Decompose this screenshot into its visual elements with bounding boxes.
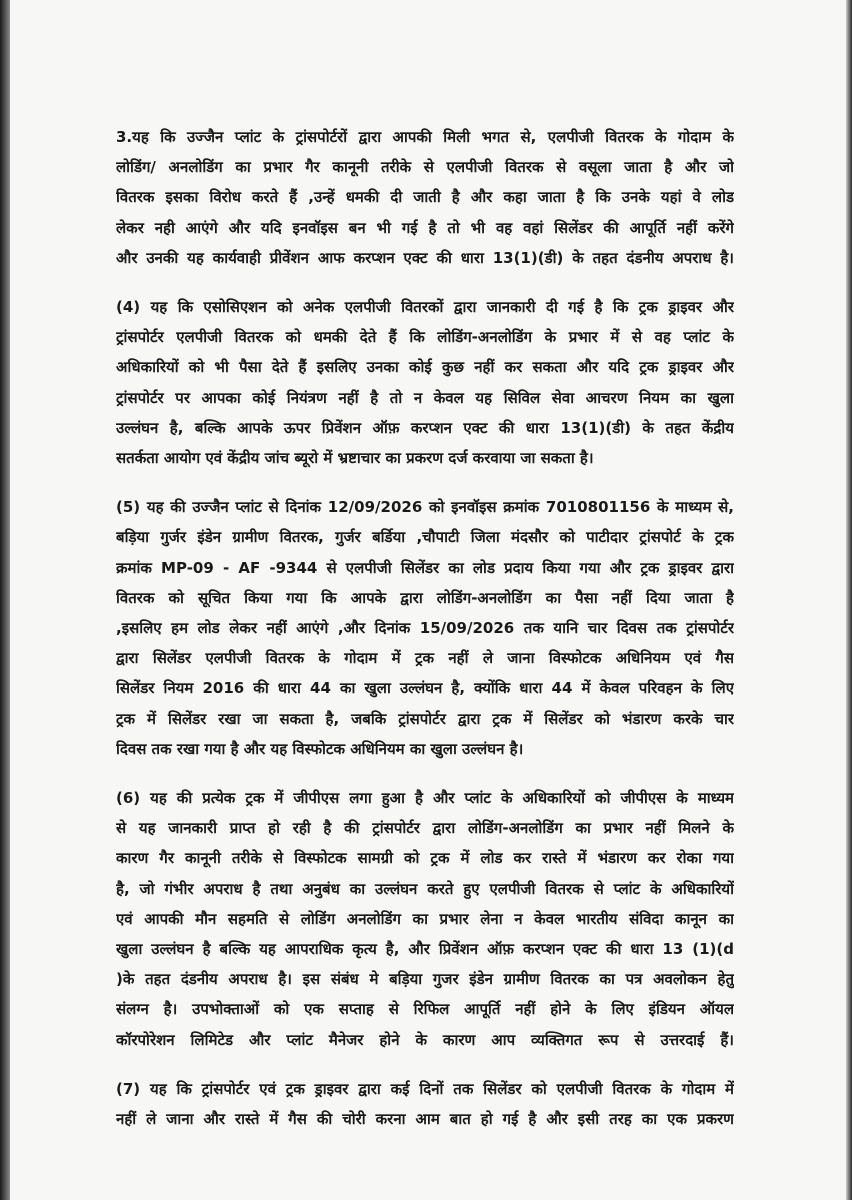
paragraph-line: ट्रक में सिलेंडर रखा जा सकता है, जबकि ट्रांसपोर्टर द्वारा ट्रक में सिलेंडर को भंडारण करके चार (116, 709, 734, 728)
page-edge-shadow-right (846, 0, 852, 1200)
paragraph-line: वितरक को सूचित किया गया कि आपके द्वारा लोडिंग-अनलोडिंग का पैसा नहीं दिया जाता है (116, 588, 734, 607)
paragraph-line: ट्रांसपोर्टर एलपीजी वितरक को धमकी देते हैं कि लोडिंग-अनलोडिंग के प्रभार में से वह प्लांट के (116, 328, 734, 347)
paragraph-7 (116, 1074, 734, 1134)
paragraph-line: ,इसलिए हम लोड लेकर नहीं आएंगे ,और दिनांक 15/09/2026 तक यानि चार दिवस तक ट्रांसपोर्टर (116, 619, 734, 638)
paragraph-5 (116, 492, 734, 764)
paragraph-line: बड़िया गुर्जर इंडेन ग्रामीण वितरक, गुर्जर बर्डिया ,चौपाटी जिला मंदसौर को पाटीदार ट्रांसपोर्ट के ट्रक (116, 528, 734, 547)
paragraph-line: 3.यह कि उज्जैन प्लांट के ट्रांसपोर्टरों द्वारा आपकी मिली भगत से, एलपीजी वितरक के गोदाम के (116, 128, 734, 146)
paragraph-line: अधिकारियों को भी पैसा देते हैं इसलिए उनका कोई कुछ नहीं कर सकता और यदि ट्रक ड्राइवर और (116, 358, 734, 377)
paragraph-line: वितरक इसका विरोध करते हैं ,उन्हें धमकी दी जाती है और कहा जाता है कि उनके यहां वे लोड (116, 188, 734, 207)
paragraph-line: (5) यह की उज्जैन प्लांट से दिनांक 12/09/2026 को इनवॉइस क्रमांक 7010801156 के माध्यम से, (116, 498, 734, 517)
paragraph-line: से यह जानकारी प्राप्त हो रही है की ट्रांसपोर्टर द्वारा लोडिंग-अनलोडिंग का प्रभार नहीं मिलने के (116, 819, 734, 838)
paragraph-line: क्रमांक MP-09 - AF -9344 से एलपीजी सिलेंडर का लोड प्रदाय किया गया और ट्रक ड्राइवर द्वारा (116, 558, 734, 577)
paragraph-line: संलग्न है। उपभोक्ताओं को एक सप्ताह से रिफिल आपूर्ति नहीं होने के लिए इंडियन ऑयल (116, 1000, 734, 1019)
paragraph-line: (6) यह की प्रत्येक ट्रक में जीपीएस लगा हुआ है और प्लांट के अधिकारियों को जीपीएस के माध्यम (116, 789, 734, 808)
paragraph-line: कॉरपोरेशन लिमिटेड और प्लांट मैनेजर होने के कारण आप व्यक्तिगत रूप से उत्तरदाई हैं। (116, 1030, 734, 1049)
paragraph-line: खुला उल्लंघन है बल्कि यह आपराधिक कृत्य है, और प्रिवेंशन ऑफ़ करप्शन एक्ट की धारा 13 (1)(d (116, 940, 734, 959)
paragraph-6 (116, 783, 734, 1055)
paragraph-line: सतर्कता आयोग एवं केंद्रीय जांच ब्यूरो में भ्रष्टाचार का प्रकरण दर्ज करवाया जा सकता है। (116, 449, 594, 468)
paragraph-line: और उनकी यह कार्यवाही प्रीवेंशन आफ करप्शन एक्ट की धारा 13(1)(डी) के तहत दंडनीय अपराध है। (116, 248, 734, 267)
page-edge-shadow-left (0, 0, 10, 1200)
document-body (116, 122, 734, 1153)
paragraph-line: एवं आपकी मौन सहमति से लोडिंग अनलोडिंग का प्रभार लेना न केवल भारतीय संविदा कानून का (116, 909, 734, 928)
paragraph-line: लोडिंग/ अनलोडिंग का प्रभार गैर कानूनी तरीके से एलपीजी वितरक से वसूला जाता है और जो (116, 158, 734, 177)
paragraph-line: लेकर नही आएंगे और यदि इनवॉइस बन भी गई है तो भी वह वहां सिलेंडर की आपूर्ति नहीं करेंगे (116, 218, 734, 237)
paragraph-3 (116, 122, 734, 273)
paragraph-4 (116, 292, 734, 473)
paragraph-line: है, जो गंभीर अपराध है तथा अनुबंध का उल्लंघन करते हुए एलपीजी वितरक से प्लांट के अधिकारियों (116, 879, 734, 898)
paragraph-line: )के तहत दंडनीय अपराध है। इस संबंध मे बड़िया गुजर इंडेन ग्रामीण वितरक का पत्र अवलोकन हेतु (116, 970, 734, 989)
paragraph-line: दिवस तक रखा गया है और यह विस्फोटक अधिनियम का खुला उल्लंघन है। (116, 739, 524, 758)
paragraph-line: ट्रांसपोर्टर पर आपका कोई नियंत्रण नहीं है तो न केवल यह सिविल सेवा आचरण नियम का खुला (116, 388, 734, 407)
paragraph-line: सिलेंडर नियम 2016 की धारा 44 का खुला उल्लंघन है, क्योंकि धारा 44 में केवल परिवहन के लिए (116, 679, 734, 698)
paragraph-line: उल्लंघन है, बल्कि आपके ऊपर प्रिवेंशन ऑफ़ करप्शन एक्ट की धारा 13(1)(डी) के तहत केंद्रीय (116, 418, 734, 437)
paragraph-line: द्वारा सिलेंडर एलपीजी वितरक के गोदाम में ट्रक नहीं ले जाना विस्फोटक अधिनियम एवं गैस (116, 649, 734, 668)
paragraph-line: कारण गैर कानूनी तरीके से विस्फोटक सामग्री को ट्रक में लोड कर रास्ते में भंडारण कर रोका गया (116, 849, 734, 868)
paragraph-line: (7) यह कि ट्रांसपोर्टर एवं ट्रक ड्राइवर द्वारा कई दिनों तक सिलेंडर को एलपीजी वितरक के गोदाम में (116, 1079, 734, 1098)
paragraph-line: (4) यह कि एसोसिएशन को अनेक एलपीजी वितरकों द्वारा जानकारी दी गई है कि ट्रक ड्राइवर और (116, 298, 734, 317)
paragraph-line: नहीं ले जाना और रास्ते में गैस की चोरी करना आम बात हो गई है और इसी तरह का एक प्रकरण (116, 1110, 734, 1129)
